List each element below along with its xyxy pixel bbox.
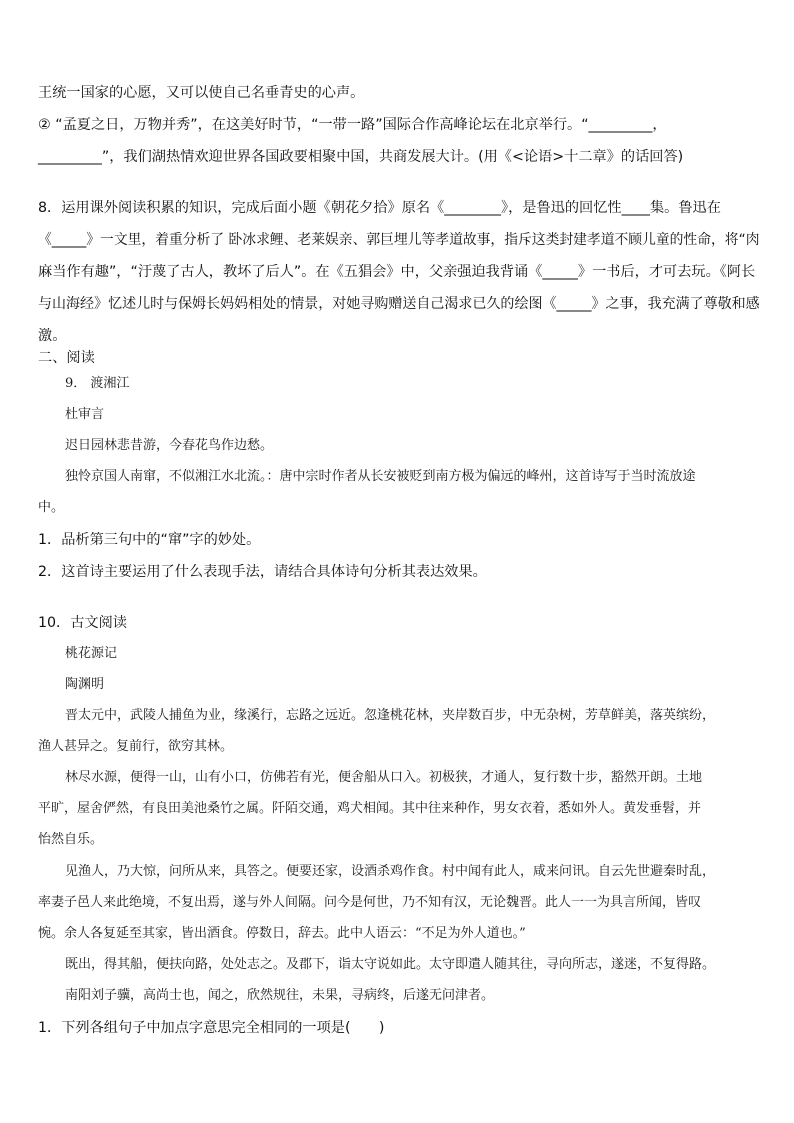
question-9-1: 1．品析第三句中的“窜”字的妙处。 — [38, 532, 261, 548]
question-10-1: 1．下列各组句子中加点字意思完全相同的一项是( ) — [38, 1020, 385, 1036]
section-heading-reading: 二、阅读 — [38, 350, 95, 366]
classical-para-2-line-2: 平旷，屋舍俨然，有良田美池桑竹之属。阡陌交通，鸡犬相闻。其中往来种作，男女衣着，悉如外人。黄发垂髫，并 — [38, 801, 702, 816]
question-8-line-4: 与山海经》忆述儿时与保姆长妈妈相处的情景，对她寻购赠送自己渴求已久的绘图《_____》之事，我充满了尊敬和感 — [38, 296, 760, 312]
classical-para-2-line-3: 怡然自乐。 — [38, 832, 104, 847]
classical-para-1-line-2: 渔人甚异之。复前行，欲穷其林。 — [38, 739, 234, 754]
classical-para-3-line-1: 见渔人，乃大惊，问所从来，具答之。便要还家，设酒杀鸡作食。村中闻有此人，咸来问讯。自云先世避秦时乱， — [65, 864, 716, 879]
question-9-title: 9． 渡湘江 — [65, 376, 130, 391]
classical-para-2-line-1: 林尽水源，便得一山，山有小口，仿佛若有光，便舍船从口入。初极狭，才通人，复行数十步，豁然开朗。土地 — [65, 770, 703, 785]
classical-para-5: 南阳刘子骥，高尚士也，闻之，欣然规往，未果，寻病终，后遂无问津者。 — [65, 988, 495, 1003]
classical-para-3-line-3: 惋。余人各复延至其家，皆出酒食。停数日，辞去。此中人语云：“不足为外人道也。” — [38, 926, 526, 941]
poem-line-1: 迟日园林悲昔游，今春花鸟作边愁。 — [65, 438, 274, 453]
classical-para-4: 既出，得其船，便扶向路，处处志之。及郡下，诣太守说如此。太守即遣人随其往，寻向所志，遂迷，不复得路。 — [65, 957, 716, 972]
poem-author: 杜审言 — [65, 407, 105, 422]
poem-line-2: 独怜京国人南窜，不似湘江水北流。：唐中宗时作者从长安被贬到南方极为偏远的峰州，这首诗写于当时流放途 — [65, 469, 696, 484]
question-7-2-line-1: ② “孟夏之日，万物并秀”，在这美好时节，“一带一路”国际合作高峰论坛在北京举行。“_________， — [38, 117, 667, 133]
question-8-line-2: 《_____》一文里，着重分析了 卧冰求鲤、老莱娱亲、郭巨埋儿等孝道故事，指斥这类封建孝道不顾儿童的性命，将“肉 — [38, 232, 760, 248]
text-line-1: 王统一国家的心愿，又可以使自己名垂青史的心声。 — [38, 85, 365, 101]
classical-para-1-line-1: 晋太元中，武陵人捕鱼为业，缘溪行，忘路之远近。忽逢桃花林，夹岸数百步，中无杂树，芳草鲜美，落英缤纷， — [65, 708, 716, 723]
question-9-2: 2．这首诗主要运用了什么表现手法，请结合具体诗句分析其表达效果。 — [38, 564, 487, 580]
question-8-line-5: 激。 — [38, 328, 67, 344]
classical-text-author: 陶渊明 — [65, 677, 105, 692]
question-8-line-3: 麻当作有趣”，“汙蔑了古人，教坏了后人”。在《五猖会》中，父亲强迫我背诵《_____》一书后，才可去玩。《阿长 — [38, 264, 756, 280]
question-8-line-1: 8．运用课外阅读积累的知识，完成后面小题《朝花夕拾》原名《________》，是鲁迅的回忆性____集。鲁迅在 — [38, 200, 721, 216]
poem-note-end: 中。 — [38, 500, 65, 515]
classical-text-title: 桃花源记 — [65, 646, 118, 661]
question-10-heading: 10．古文阅读 — [38, 615, 127, 631]
question-7-2-line-2: _________”，我们湖热情欢迎世界各国政要相聚中国，共商发展大计。(用《<论语>十二章》的话回答) — [38, 149, 684, 165]
classical-para-3-line-2: 率妻子邑人来此绝境，不复出焉，遂与外人间隔。问今是何世，乃不知有汉，无论魏晋。此人一一为具言所闻，皆叹 — [38, 895, 702, 910]
